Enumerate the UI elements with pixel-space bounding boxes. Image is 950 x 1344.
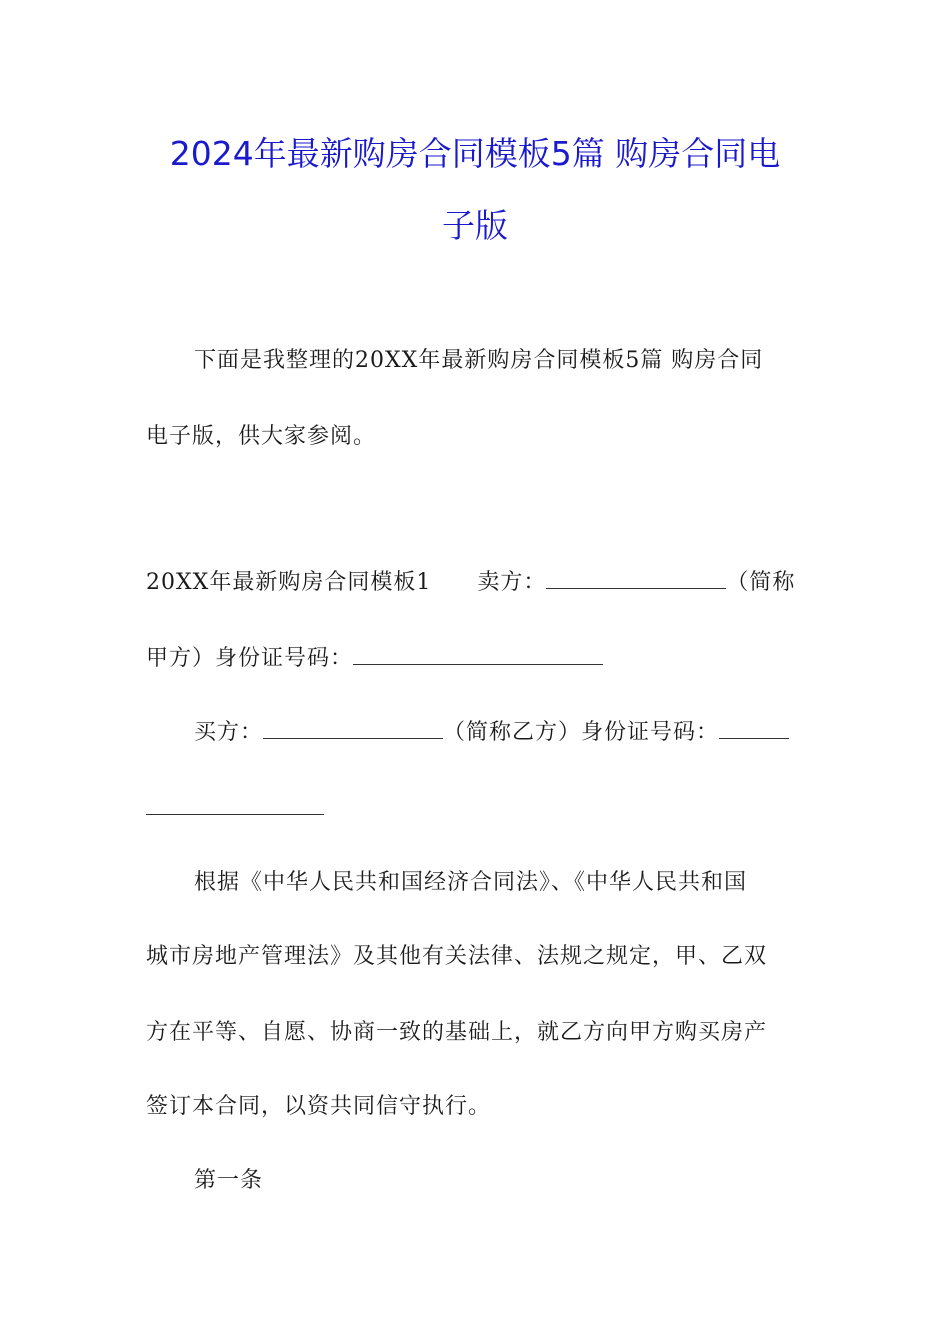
seller-name-blank: [546, 570, 726, 589]
intro-line-1: 下面是我整理的20XX年最新购房合同模板5篇 购房合同: [194, 348, 764, 373]
article-1-heading: 第一条: [194, 1168, 264, 1193]
document-title-line-1: 2024年最新购房合同模板5篇 购房合同电: [169, 134, 781, 173]
seller-id-blank: [353, 646, 603, 665]
body-line-2: 城市房地产管理法》及其他有关法律、法规之规定，甲、乙双: [146, 944, 768, 969]
seller-id-label: 甲方）身份证号码：: [146, 646, 354, 671]
seller-id-line: [146, 646, 603, 672]
document-title-line-2: 子版: [442, 206, 508, 245]
body-line-4: 签订本合同，以资共同信守执行。: [146, 1094, 492, 1119]
buyer-id-blank-start: [719, 720, 789, 739]
buyer-name-blank: [263, 720, 443, 739]
buyer-id-blank-end: [146, 796, 324, 815]
buyer-label: 买方：: [194, 720, 264, 745]
section-heading: 20XX年最新购房合同模板1: [146, 570, 432, 595]
seller-suffix: （简称: [726, 570, 796, 595]
intro-line-2: 电子版，供大家参阅。: [146, 424, 377, 449]
buyer-id-continuation: [146, 796, 324, 822]
body-line-3: 方在平等、自愿、协商一致的基础上，就乙方向甲方购买房产: [146, 1020, 768, 1045]
buyer-line: [194, 720, 789, 746]
seller-line: [146, 570, 795, 596]
seller-label: 卖方：: [477, 570, 547, 595]
body-line-1: 根据《中华人民共和国经济合同法》、《中华人民共和国: [194, 870, 748, 895]
buyer-middle: （简称乙方）身份证号码：: [443, 720, 720, 745]
